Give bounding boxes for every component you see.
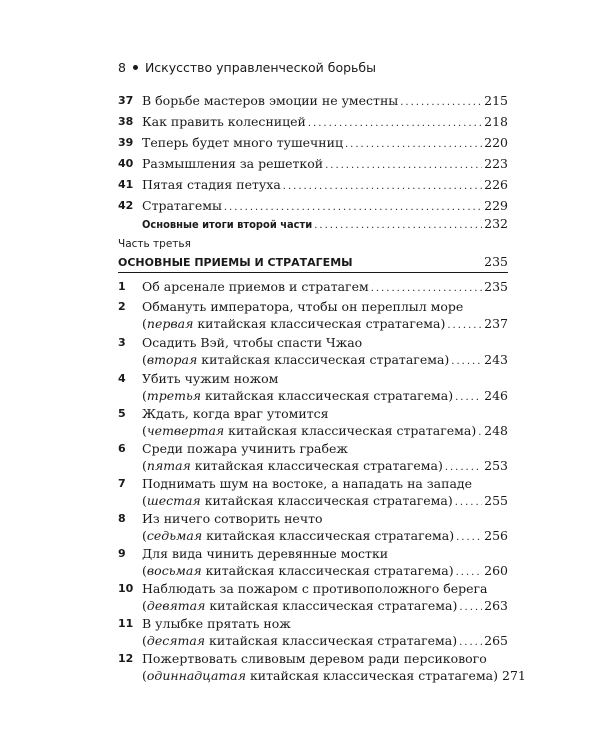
- toc-entry[interactable]: [118, 113, 508, 130]
- chapter-number: 40: [118, 157, 134, 170]
- chapter-number: 41: [118, 178, 134, 191]
- page-ref: 223: [484, 156, 508, 171]
- page-ref: 226: [484, 177, 508, 192]
- toc-entry[interactable]: [118, 92, 508, 109]
- dot-leader: [478, 424, 482, 441]
- dot-leader: [345, 136, 482, 153]
- ordinal: восьмая: [146, 563, 202, 578]
- chapter-subtitle: (первая китайская классическая стратагема): [142, 316, 446, 331]
- chapter-subtitle: (вторая китайская классическая стратагема): [142, 352, 450, 367]
- toc-entry[interactable]: [118, 615, 508, 649]
- chapter-subtitle: (девятая китайская классическая стратагема): [142, 598, 458, 613]
- chapter-title: В улыбке прятать нож: [142, 616, 291, 631]
- page-ref: 215: [484, 93, 508, 108]
- part-label: Часть третья: [118, 238, 191, 250]
- page-ref: 253: [484, 458, 508, 473]
- ordinal: десятая: [146, 633, 206, 648]
- page-ref: 271: [502, 668, 526, 683]
- chapter-number: 9: [118, 547, 126, 560]
- toc-entry[interactable]: [118, 155, 508, 172]
- ordinal: первая: [146, 316, 194, 331]
- bullet-dot-icon: [133, 65, 138, 70]
- page-ref: 218: [484, 114, 508, 129]
- chapter-number: 3: [118, 336, 126, 349]
- toc-entry[interactable]: [118, 334, 508, 368]
- ordinal: вторая: [146, 352, 198, 367]
- chapter-subtitle: (пятая китайская классическая стратагема): [142, 458, 443, 473]
- chapter-number: 42: [118, 199, 134, 212]
- header-book-title: Искусство управленческой борьбы: [144, 60, 377, 75]
- chapter-title: Поднимать шум на востоке, а нападать на западе: [142, 476, 472, 491]
- chapter-title: Обмануть императора, чтобы он переплыл море: [142, 299, 464, 314]
- page-ref: 235: [484, 254, 508, 269]
- chapter-title: Осадить Вэй, чтобы спасти Чжао: [142, 335, 363, 350]
- toc-entry[interactable]: [118, 545, 508, 579]
- chapter-title: Как править колесницей: [142, 114, 306, 129]
- page-ref: 232: [484, 216, 508, 231]
- chapter-number: 11: [118, 617, 134, 630]
- dot-leader: [447, 317, 482, 334]
- chapter-subtitle: (четвертая китайская классическая стратагема): [142, 423, 477, 438]
- chapter-number: 5: [118, 407, 126, 420]
- chapter-number: 10: [118, 582, 134, 595]
- chapter-subtitle: (шестая китайская классическая стратагема): [142, 493, 453, 508]
- page-ref: 246: [484, 388, 508, 403]
- chapter-title: Теперь будет много тушечниц: [142, 135, 343, 150]
- toc-entry[interactable]: [118, 370, 508, 404]
- chapter-subtitle: (третья китайская классическая стратагема): [142, 388, 454, 403]
- part-heading[interactable]: [118, 254, 508, 271]
- toc-entry[interactable]: [118, 440, 508, 474]
- page-ref: 260: [484, 563, 508, 578]
- divider-rule: [118, 272, 508, 273]
- chapter-title: Стратагемы: [142, 198, 222, 213]
- ordinal: третья: [146, 388, 202, 403]
- chapter-number: 37: [118, 94, 134, 107]
- dot-leader: [455, 494, 482, 511]
- dot-leader: [445, 459, 482, 476]
- toc-entry[interactable]: [118, 278, 508, 295]
- dot-leader: [459, 634, 482, 651]
- chapter-number: 4: [118, 372, 126, 385]
- toc-entry[interactable]: [118, 475, 508, 509]
- page-ref: 237: [484, 316, 508, 331]
- toc-entry[interactable]: [118, 176, 508, 193]
- page-ref: 248: [484, 423, 508, 438]
- page-ref: 265: [484, 633, 508, 648]
- chapter-number: 7: [118, 477, 126, 490]
- toc-entry[interactable]: [118, 405, 508, 439]
- page-ref: 255: [484, 493, 508, 508]
- dot-leader: [455, 389, 482, 406]
- chapter-number: 12: [118, 652, 134, 665]
- chapter-number: 8: [118, 512, 126, 525]
- chapter-subtitle: (седьмая китайская классическая стратагема): [142, 528, 455, 543]
- dot-leader: [283, 178, 482, 195]
- chapter-number: 2: [118, 300, 126, 313]
- chapter-title: Пожертвовать сливовым деревом ради персикового: [142, 651, 487, 666]
- chapter-title: Пятая стадия петуха: [142, 177, 281, 192]
- ordinal: четвертая: [146, 423, 225, 438]
- toc-entry[interactable]: [118, 510, 508, 544]
- chapter-number: 6: [118, 442, 126, 455]
- page-ref: 263: [484, 598, 508, 613]
- chapter-number: 39: [118, 136, 134, 149]
- chapter-title: Ждать, когда враг утомится: [142, 406, 329, 421]
- dot-leader: [371, 280, 482, 297]
- dot-leader: [314, 217, 482, 234]
- toc-entry[interactable]: [118, 197, 508, 214]
- dot-leader: [308, 115, 482, 132]
- summary-title: Основные итоги второй части: [142, 218, 313, 231]
- chapter-title: Для вида чинить деревянные мостки: [142, 546, 389, 561]
- toc-entry[interactable]: [118, 580, 508, 614]
- page-ref: 256: [484, 528, 508, 543]
- chapter-title: Наблюдать за пожаром с противоположного берега: [142, 581, 488, 596]
- page-ref: 243: [484, 352, 508, 367]
- chapter-title: Размышления за решеткой: [142, 156, 324, 171]
- chapter-title: Убить чужим ножом: [142, 371, 279, 386]
- toc-entry[interactable]: [118, 650, 526, 684]
- dot-leader: [456, 529, 482, 546]
- page-ref: 220: [484, 135, 508, 150]
- chapter-title: Об арсенале приемов и стратагем: [142, 279, 369, 294]
- toc-entry[interactable]: [118, 298, 508, 332]
- chapter-title: Среди пожара учинить грабеж: [142, 441, 348, 456]
- toc-entry[interactable]: [118, 134, 508, 151]
- chapter-subtitle: (десятая китайская классическая стратагема): [142, 633, 458, 648]
- dot-leader: [224, 199, 482, 216]
- chapter-number: 1: [118, 280, 126, 293]
- dot-leader: [459, 599, 482, 616]
- ordinal: одиннадцатая: [146, 668, 246, 683]
- ordinal: шестая: [146, 493, 201, 508]
- dot-leader: [400, 94, 482, 111]
- chapter-title: В борьбе мастеров эмоции не уместны: [142, 93, 399, 108]
- ordinal: девятая: [146, 598, 206, 613]
- chapter-number: 38: [118, 115, 134, 128]
- ordinal: пятая: [146, 458, 191, 473]
- dot-leader: [456, 564, 483, 581]
- page-ref: 235: [484, 279, 508, 294]
- ordinal: седьмая: [146, 528, 203, 543]
- toc-entry-summary[interactable]: [118, 215, 508, 232]
- dot-leader: [451, 353, 482, 370]
- running-header: [118, 60, 376, 75]
- chapter-title: Из ничего сотворить нечто: [142, 511, 323, 526]
- part-title: ОСНОВНЫЕ ПРИЕМЫ И СТРАТАГЕМЫ: [118, 256, 353, 269]
- chapter-subtitle: (одиннадцатая китайская классическая стратагема): [142, 668, 499, 683]
- header-page-number: 8: [118, 60, 126, 75]
- dot-leader: [325, 157, 482, 174]
- chapter-subtitle: (восьмая китайская классическая стратагема): [142, 563, 454, 578]
- page-ref: 229: [484, 198, 508, 213]
